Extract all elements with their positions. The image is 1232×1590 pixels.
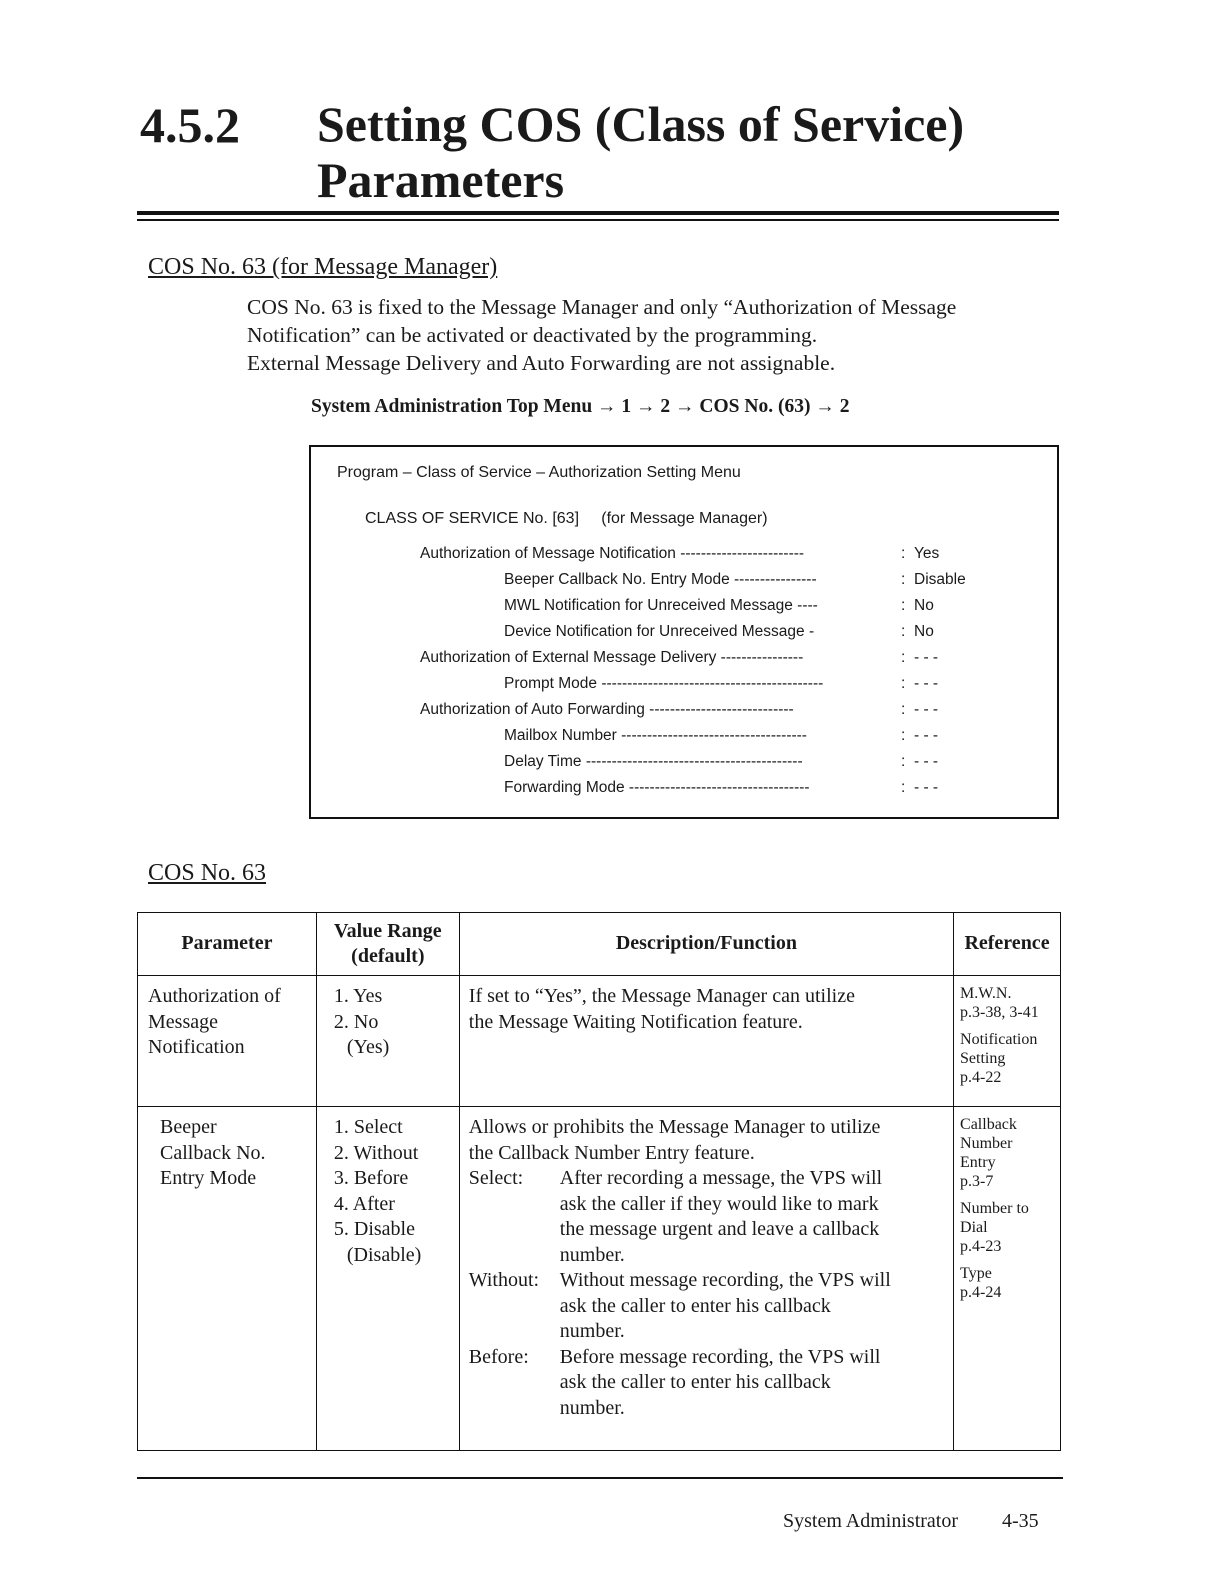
option-text-line: number. (559, 1396, 625, 1419)
option-text-line: Without message recording, the VPS will (559, 1269, 891, 1291)
param-line: Callback No. (160, 1141, 266, 1164)
subheading-message-manager: COS No. 63 (for Message Manager) (148, 254, 498, 280)
value-option: 4. After (333, 1192, 395, 1215)
param-line: Message (148, 1010, 218, 1033)
title-line-2: Parameters (317, 152, 565, 208)
value-range-cell (316, 1107, 459, 1451)
value-option: 1. Select (333, 1116, 403, 1138)
option-text (560, 1268, 891, 1345)
option-definition (469, 1268, 947, 1345)
screen-row-label: MWL Notification for Unreceived Message ---- (504, 597, 818, 614)
screen-row (504, 597, 1057, 623)
option-key: Without: (468, 1269, 540, 1291)
reference-line: Type (960, 1265, 992, 1282)
footer-rule (137, 1477, 1063, 1479)
option-definition (469, 1345, 947, 1422)
intro-paragraph (247, 293, 1077, 377)
screen-row (504, 779, 1057, 805)
option-text-line: number. (559, 1243, 625, 1266)
title-rule-thin (137, 219, 1059, 221)
screen-row-label: Authorization of Auto Forwarding ---------------------------- (420, 701, 794, 718)
reference-group (960, 1199, 1056, 1256)
screen-row-label: Forwarding Mode ----------------------------------- (504, 779, 810, 796)
value-default: (Disable) (346, 1243, 422, 1266)
screen-cos-line: CLASS OF SERVICE No. [63] (for Message Manager) (365, 510, 768, 527)
reference-group (960, 1115, 1056, 1191)
param-line: Beeper (160, 1116, 217, 1138)
screen-row-colon: : (901, 649, 906, 666)
screen-row-colon: : (901, 597, 906, 614)
option-text-line: After recording a message, the VPS will (559, 1167, 883, 1189)
screen-row-label: Prompt Mode ------------------------------------------- (504, 675, 824, 692)
header-range-line: (default) (351, 945, 425, 967)
screen-row-colon: : (901, 753, 906, 770)
param-cell (138, 976, 317, 1107)
reference-line: Number (960, 1135, 1013, 1152)
value-option: 1. Yes (333, 985, 383, 1007)
param-line: Entry Mode (160, 1167, 257, 1189)
option-key: Before: (468, 1345, 529, 1368)
reference-line: p.4-22 (960, 1069, 1002, 1086)
reference-cell (954, 976, 1061, 1107)
desc-line: the Message Waiting Notification feature. (468, 1010, 803, 1033)
reference-line: Setting (960, 1050, 1006, 1067)
reference-group (960, 984, 1056, 1022)
screen-row-colon: : (901, 545, 906, 562)
screen-row-label: Delay Time ------------------------------------------ (504, 753, 803, 770)
screen-header: Program – Class of Service – Authorization Setting Menu (337, 464, 741, 481)
title-line-1: Setting COS (Class of Service) (317, 96, 965, 152)
param-line: Authorization of (148, 985, 281, 1007)
option-text (560, 1345, 881, 1422)
header-value-range (316, 913, 459, 976)
screen-row-colon: : (901, 701, 906, 718)
reference-cell (954, 1107, 1061, 1451)
value-default: (Yes) (346, 1036, 390, 1058)
option-text-line: Before message recording, the VPS will (559, 1345, 881, 1368)
header-range-line: Value Range (334, 919, 442, 942)
screen-row-value: - - - (914, 727, 939, 744)
header-reference: Reference (954, 913, 1061, 976)
screen-row-value: - - - (914, 649, 939, 666)
table-header-row (138, 913, 1061, 976)
reference-line: p.3-38, 3-41 (960, 1004, 1039, 1021)
option-text-line: ask the caller if they would like to mark (559, 1192, 879, 1215)
intro-line: External Message Delivery and Auto Forwarding are not assignable. (247, 351, 836, 375)
screen-row-label: Mailbox Number ------------------------------------ (504, 727, 807, 744)
screen-row-value: Disable (914, 571, 966, 588)
title-rule-thick (137, 211, 1059, 215)
value-range-cell (316, 976, 459, 1107)
screen-row (504, 623, 1057, 649)
option-text-line: number. (559, 1320, 625, 1342)
page-title (317, 96, 964, 208)
section-number: 4.5.2 (140, 97, 240, 153)
screen-row (504, 727, 1057, 753)
option-text-line: ask the caller to enter his callback (559, 1294, 831, 1317)
screen-row-value: - - - (914, 779, 939, 796)
parameter-table (137, 912, 1061, 1451)
header-description: Description/Function (459, 913, 953, 976)
value-option: 5. Disable (333, 1218, 415, 1240)
option-text (560, 1166, 882, 1268)
screen-row (420, 649, 1057, 675)
option-text-line: ask the caller to enter his callback (559, 1371, 831, 1393)
screen-row-value: Yes (914, 545, 940, 562)
reference-line: Number to (960, 1200, 1029, 1217)
reference-group (960, 1264, 1056, 1302)
header-parameter: Parameter (138, 913, 317, 976)
screen-row-colon: : (901, 727, 906, 744)
menu-path: System Administration Top Menu → 1 → 2 → COS No. (63) → 2 (311, 396, 850, 417)
param-cell (138, 1107, 317, 1451)
reference-line: Notification (960, 1031, 1038, 1048)
screen-row-value: - - - (914, 675, 939, 692)
reference-line: M.W.N. (960, 985, 1012, 1002)
reference-line: Callback (960, 1116, 1017, 1133)
screen-row (420, 701, 1057, 727)
option-definition (469, 1166, 947, 1268)
page-footer (783, 1510, 1039, 1533)
settings-screen-box (309, 445, 1059, 819)
table-row (138, 976, 1061, 1107)
option-key: Select: (468, 1167, 524, 1189)
value-option: 2. No (333, 1010, 379, 1033)
screen-row (420, 545, 1057, 571)
screen-row-label: Device Notification for Unreceived Message - (504, 623, 815, 640)
option-text-line: the message urgent and leave a callback (559, 1218, 880, 1240)
screen-row-value: No (914, 597, 934, 614)
reference-group (960, 1030, 1056, 1087)
reference-line: Dial (960, 1219, 988, 1236)
screen-row (504, 571, 1057, 597)
description-cell (459, 976, 953, 1107)
desc-line: Allows or prohibits the Message Manager to utilize (468, 1116, 881, 1138)
screen-row (504, 753, 1057, 779)
table-row (138, 1107, 1061, 1451)
screen-row-label: Authorization of External Message Delivery ---------------- (420, 649, 804, 666)
value-option: 3. Before (333, 1167, 409, 1189)
reference-line: Entry (960, 1154, 996, 1171)
reference-line: p.4-24 (960, 1284, 1002, 1301)
screen-row-value: - - - (914, 753, 939, 770)
screen-row (504, 675, 1057, 701)
screen-row-colon: : (901, 675, 906, 692)
screen-row-value: No (914, 623, 934, 640)
reference-line: p.3-7 (960, 1173, 994, 1190)
intro-line: COS No. 63 is fixed to the Message Manager and only “Authorization of Message (247, 295, 957, 319)
screen-row-value: - - - (914, 701, 939, 718)
desc-line: the Callback Number Entry feature. (468, 1141, 755, 1164)
intro-line: Notification” can be activated or deactivated by the programming. (247, 323, 818, 347)
screen-row-colon: : (901, 623, 906, 640)
subheading-cos-63: COS No. 63 (148, 860, 267, 886)
description-cell (459, 1107, 953, 1451)
page-number: 4-35 (1002, 1510, 1039, 1532)
screen-row-label: Authorization of Message Notification ------------------------ (420, 545, 805, 562)
footer-label: System Administrator (783, 1510, 958, 1532)
value-option: 2. Without (333, 1141, 419, 1164)
screen-row-colon: : (901, 779, 906, 796)
reference-line: p.4-23 (960, 1238, 1002, 1255)
screen-row-colon: : (901, 571, 906, 588)
screen-row-label: Beeper Callback No. Entry Mode ---------------- (504, 571, 817, 588)
param-line: Notification (148, 1036, 245, 1058)
desc-line: If set to “Yes”, the Message Manager can utilize (468, 985, 855, 1007)
